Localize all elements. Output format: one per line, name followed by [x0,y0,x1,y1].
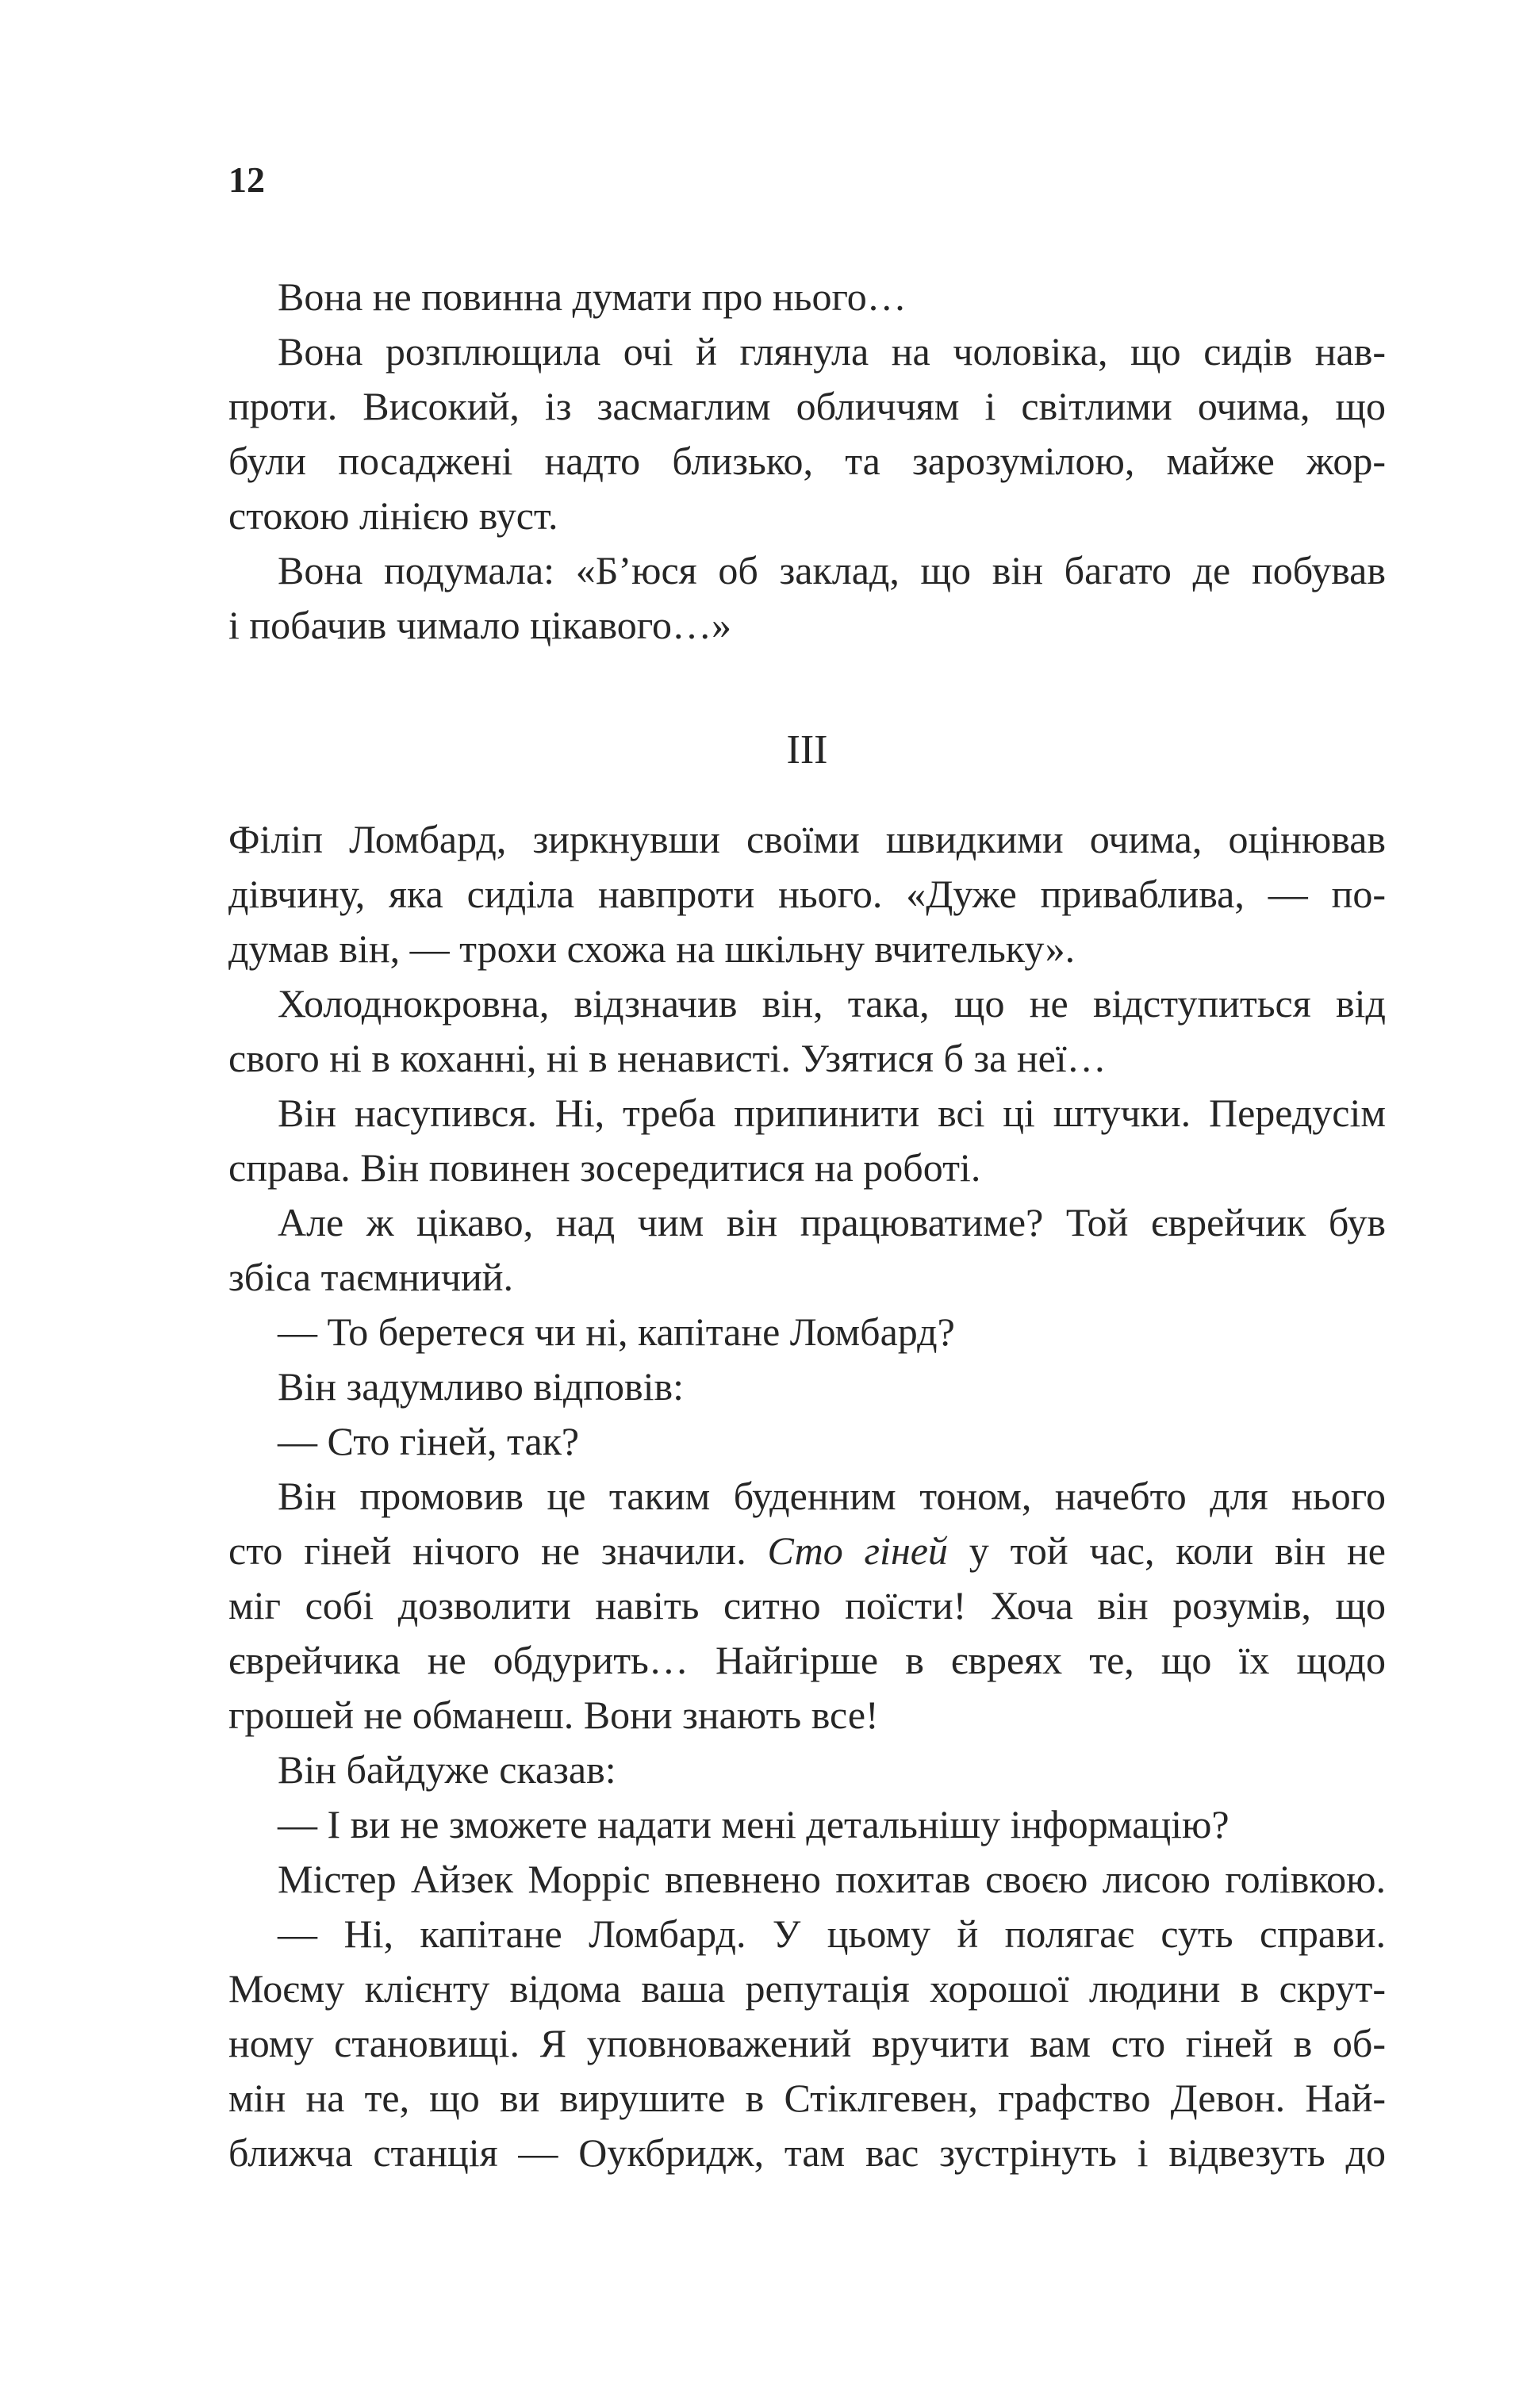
text-line [228,1961,1386,2016]
text-run: Містер Айзек Морріс впевнено похитав своєю лисою голівкою. [278,1857,1386,1901]
page-number: 12 [228,159,265,200]
text-line [228,922,1386,976]
text-run: Моєму клієнту відома ваша репутація хорошої людини в скрут- [228,1966,1386,2011]
section-heading: III [786,727,828,773]
text-run: свого ні в коханні, ні в ненависті. Узятися б за неї… [228,1036,1107,1080]
text-line [228,543,1386,598]
text-run: збіса таємничий. [228,1255,514,1299]
text-run: — То беретеся чи ні, капітане Ломбард? [278,1309,955,1354]
text-line [228,1578,1386,1633]
text-line [228,867,1386,922]
italic-text: Сто гіней [767,1528,948,1573]
text-line [228,489,1386,543]
text-line [228,1250,1386,1305]
text-run: ному становищі. Я уповноважений вручити вам сто гіней в об- [228,2021,1386,2065]
text-line [228,598,1386,653]
text-line [228,1524,1386,1578]
text-run: і побачив чимало цікавого…» [228,603,731,647]
text-run: Він насупився. Ні, треба припинити всі ці штучки. Передусім [278,1091,1386,1135]
text-run: Він промовив це таким буденним тоном, начебто для нього [278,1474,1386,1518]
text-run: міг собі дозволити навіть ситно поїсти! Хоча він розумів, що [228,1583,1386,1628]
text-run: справа. Він повинен зосередитися на роботі. [228,1145,981,1190]
text-run: мін на те, що ви вирушите в Стіклгевен, графство Девон. Най- [228,2076,1386,2120]
text-block-2 [228,812,1386,2180]
text-run: Він задумливо відповів: [278,1364,685,1409]
text-line [228,976,1386,1031]
text-block-1 [228,270,1386,653]
text-run: Філіп Ломбард, зиркнувши своїми швидкими очима, оцінював [228,817,1386,861]
text-run: Холоднокровна, відзначив він, така, що не відступиться від [278,981,1386,1026]
text-line [228,270,1386,324]
text-run: — Ні, капітане Ломбард. У цьому й полягає суть справи. [278,1911,1386,1956]
text-line [228,324,1386,379]
text-line [228,812,1386,867]
text-line [228,1086,1386,1141]
text-line [228,1414,1386,1469]
text-run: — І ви не зможете надати мені детальнішу інформацію? [278,1802,1230,1846]
text-line [228,1907,1386,1961]
text-line [228,1688,1386,1743]
text-line [228,2126,1386,2180]
text-line [228,1852,1386,1907]
text-run: єврейчика не обдурить… Найгірше в євреях те, що їх щодо [228,1638,1386,1682]
text-run: думав він, — трохи схожа на шкільну вчительку». [228,926,1076,971]
text-run: сто гіней нічого не значили. [228,1528,768,1573]
text-run: Вона розплющила очі й глянула на чоловіка, що сидів нав- [278,329,1386,374]
text-run: — Сто гіней, так? [278,1419,580,1463]
text-run: ближча станція — Оукбридж, там вас зустрінуть і відвезуть до [228,2130,1386,2175]
text-line [228,1195,1386,1250]
text-line [228,1141,1386,1195]
text-line [228,1797,1386,1852]
text-run: проти. Високий, із засмаглим обличчям і світлими очима, що [228,384,1386,428]
text-run: стокою лінією вуст. [228,493,558,538]
text-run: грошей не обманеш. Вони знають все! [228,1693,879,1737]
text-line [228,2016,1386,2071]
text-run: Але ж цікаво, над чим він працюватиме? Той єврейчик був [278,1200,1386,1244]
text-line [228,1469,1386,1524]
text-run: Вона подумала: «Б’юся об заклад, що він багато де побував [278,548,1386,592]
text-line [228,1359,1386,1414]
text-run: були посаджені надто близько, та зарозумілою, майже жор- [228,439,1386,483]
text-run: Вона не повинна думати про нього… [278,274,907,319]
text-line [228,434,1386,489]
text-line [228,1743,1386,1797]
text-line [228,379,1386,434]
text-line [228,1633,1386,1688]
text-line [228,2071,1386,2126]
text-run: дівчину, яка сиділа навпроти нього. «Дуже приваблива, — по- [228,872,1386,916]
text-run: у той час, коли він не [947,1528,1386,1573]
text-line [228,1305,1386,1359]
text-run: Він байдуже сказав: [278,1747,616,1792]
text-line [228,1031,1386,1086]
